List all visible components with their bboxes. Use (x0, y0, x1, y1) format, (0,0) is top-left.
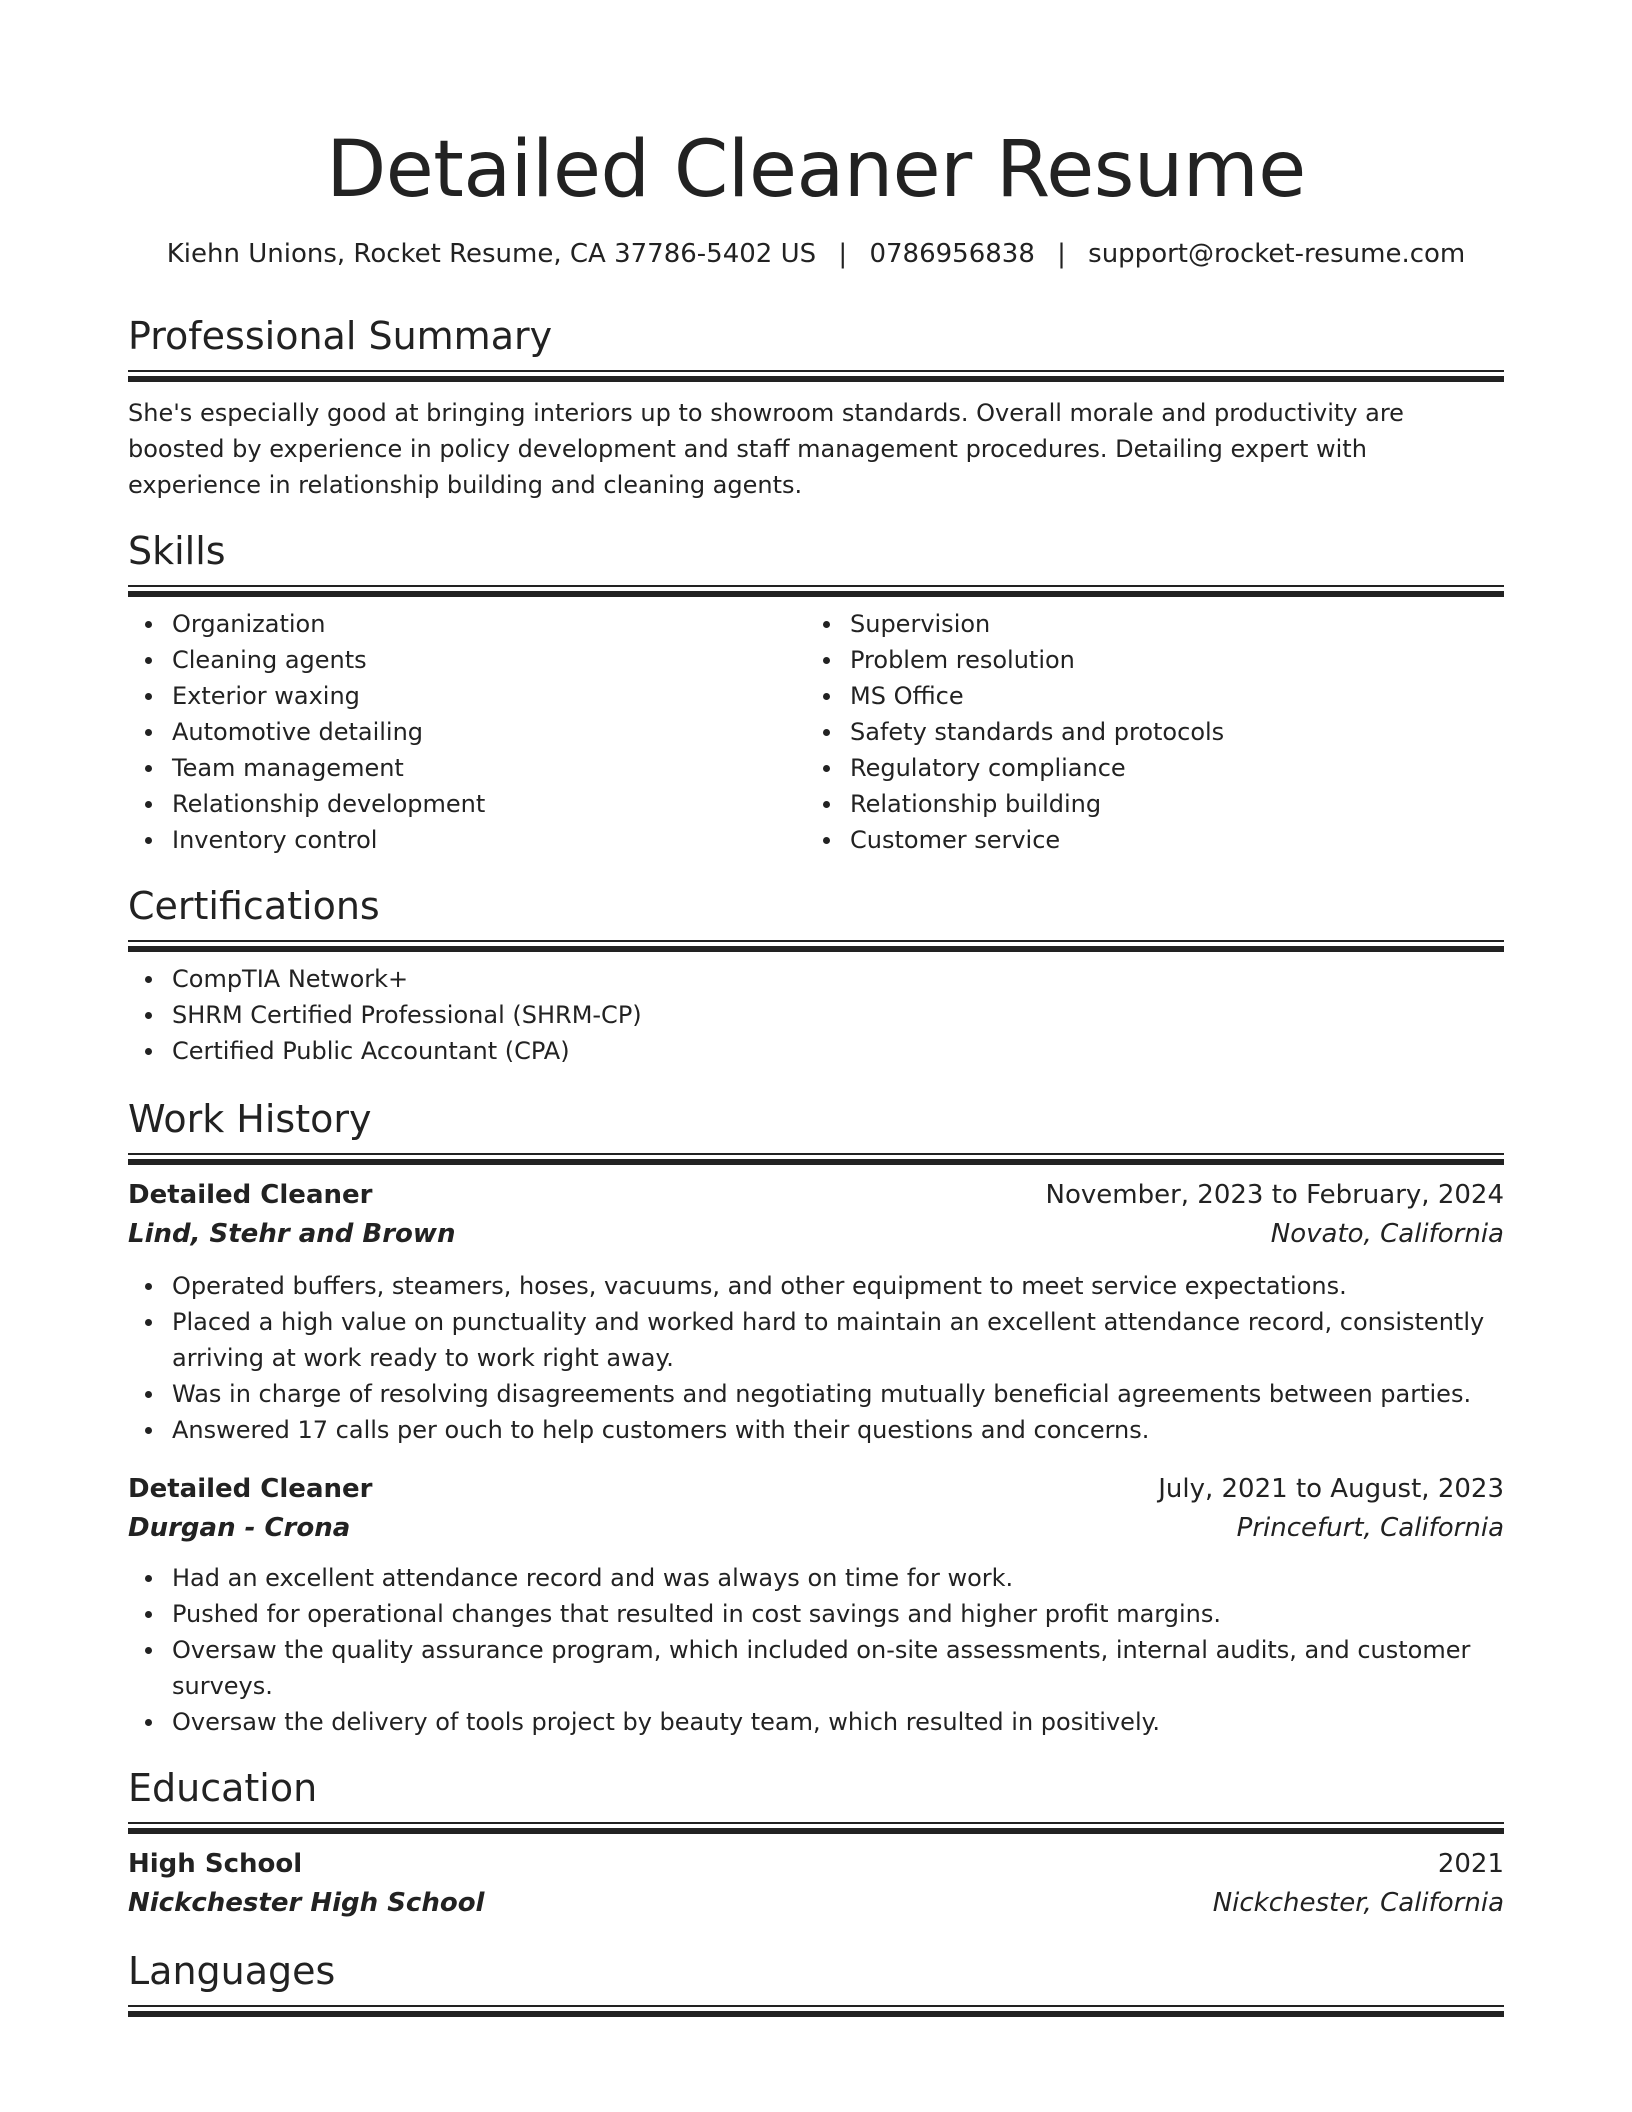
skills-heading: Skills (128, 529, 226, 573)
skill-item: Regulatory compliance (850, 750, 1484, 786)
education-school: Nickchester High School (128, 1888, 485, 1918)
summary-section (128, 312, 1504, 503)
skill-item: Team management (172, 750, 806, 786)
resume-title: Detailed Cleaner Resume (326, 125, 1306, 215)
job-company: Lind, Stehr and Brown (128, 1219, 456, 1249)
job-company: Durgan - Crona (128, 1513, 351, 1543)
certifications-section (128, 882, 1504, 1069)
section-divider (128, 1822, 1504, 1833)
job-bullet: Was in charge of resolving disagreements and negotiating mutually beneficial agreements between parties. (172, 1376, 1504, 1412)
summary-text: She's especially good at bringing interiors up to showroom standards. Overall morale and productivity are boosted by experience in policy development and staff management procedures. Detailing expert with experience in relationship building and cleaning agents. (128, 399, 1404, 499)
contact-separator: | (1057, 239, 1066, 269)
education-section (128, 1764, 1504, 1923)
job-entry (128, 1470, 1504, 1740)
certifications-heading: Certifications (128, 884, 380, 928)
resume-page (128, 0, 1504, 2016)
skill-item: Relationship building (850, 786, 1484, 822)
section-divider (128, 1153, 1504, 1164)
skill-item: Relationship development (172, 786, 806, 822)
contact-separator: | (838, 239, 848, 269)
skills-columns (128, 596, 1504, 858)
skill-item: Customer service (850, 822, 1484, 858)
contact-phone: 0786956838 (869, 239, 1035, 269)
section-divider (128, 2005, 1504, 2016)
skills-right-column (806, 596, 1484, 858)
section-divider (128, 370, 1504, 381)
job-bullet: Pushed for operational changes that resulted in cost savings and higher profit margins. (172, 1596, 1504, 1632)
contact-email: support@rocket-resume.com (1088, 239, 1466, 269)
job-header (128, 1176, 1504, 1215)
summary-heading: Professional Summary (128, 314, 553, 358)
job-bullet: Answered 17 calls per ouch to help customers with their questions and concerns. (172, 1412, 1504, 1448)
job-title: Detailed Cleaner (128, 1474, 373, 1504)
contact-address: Kiehn Unions, Rocket Resume, CA 37786-5402 US (166, 239, 817, 269)
education-year: 2021 (1437, 1849, 1504, 1879)
education-entry (128, 1845, 1504, 1923)
skill-item: MS Office (850, 678, 1484, 714)
job-title: Detailed Cleaner (128, 1180, 373, 1210)
job-bullet: Operated buffers, steamers, hoses, vacuums, and other equipment to meet service expectations. (172, 1268, 1504, 1304)
job-header (128, 1470, 1504, 1509)
skills-left-column (128, 596, 806, 858)
skills-section (128, 527, 1504, 858)
skill-item: Organization (172, 606, 806, 642)
skill-item: Automotive detailing (172, 714, 806, 750)
skill-item: Inventory control (172, 822, 806, 858)
work-history-section (128, 1095, 1504, 1740)
job-entry (128, 1176, 1504, 1448)
job-subheader (128, 1215, 1504, 1254)
job-location: Novato, California (1270, 1219, 1504, 1249)
certification-item: Certified Public Accountant (CPA) (172, 1033, 1504, 1069)
languages-section (128, 1947, 1504, 2016)
certification-item: CompTIA Network+ (172, 961, 1504, 997)
job-location: Princefurt, California (1236, 1513, 1504, 1543)
job-dates: November, 2023 to February, 2024 (1045, 1180, 1504, 1210)
skill-item: Exterior waxing (172, 678, 806, 714)
job-subheader (128, 1509, 1504, 1548)
skill-item: Safety standards and protocols (850, 714, 1484, 750)
education-degree: High School (128, 1849, 303, 1879)
job-bullet: Oversaw the delivery of tools project by beauty team, which resulted in positively. (172, 1704, 1504, 1740)
contact-line (128, 236, 1504, 272)
skill-item: Cleaning agents (172, 642, 806, 678)
languages-heading: Languages (128, 1949, 336, 1993)
education-location: Nickchester, California (1212, 1888, 1504, 1918)
skill-item: Problem resolution (850, 642, 1484, 678)
job-bullet: Had an excellent attendance record and was always on time for work. (172, 1560, 1504, 1596)
skill-item: Supervision (850, 606, 1484, 642)
section-divider (128, 940, 1504, 951)
work-history-heading: Work History (128, 1097, 372, 1141)
section-divider (128, 585, 1504, 596)
education-subheader (128, 1884, 1504, 1923)
education-header (128, 1845, 1504, 1884)
certification-item: SHRM Certified Professional (SHRM-CP) (172, 997, 1504, 1033)
job-bullet: Placed a high value on punctuality and worked hard to maintain an excellent attendance record, consistently arriving at work ready to work right away. (172, 1304, 1504, 1376)
job-dates: July, 2021 to August, 2023 (1158, 1474, 1504, 1504)
education-heading: Education (128, 1766, 318, 1810)
job-bullet: Oversaw the quality assurance program, which included on-site assessments, internal audits, and customer surveys. (172, 1632, 1504, 1704)
